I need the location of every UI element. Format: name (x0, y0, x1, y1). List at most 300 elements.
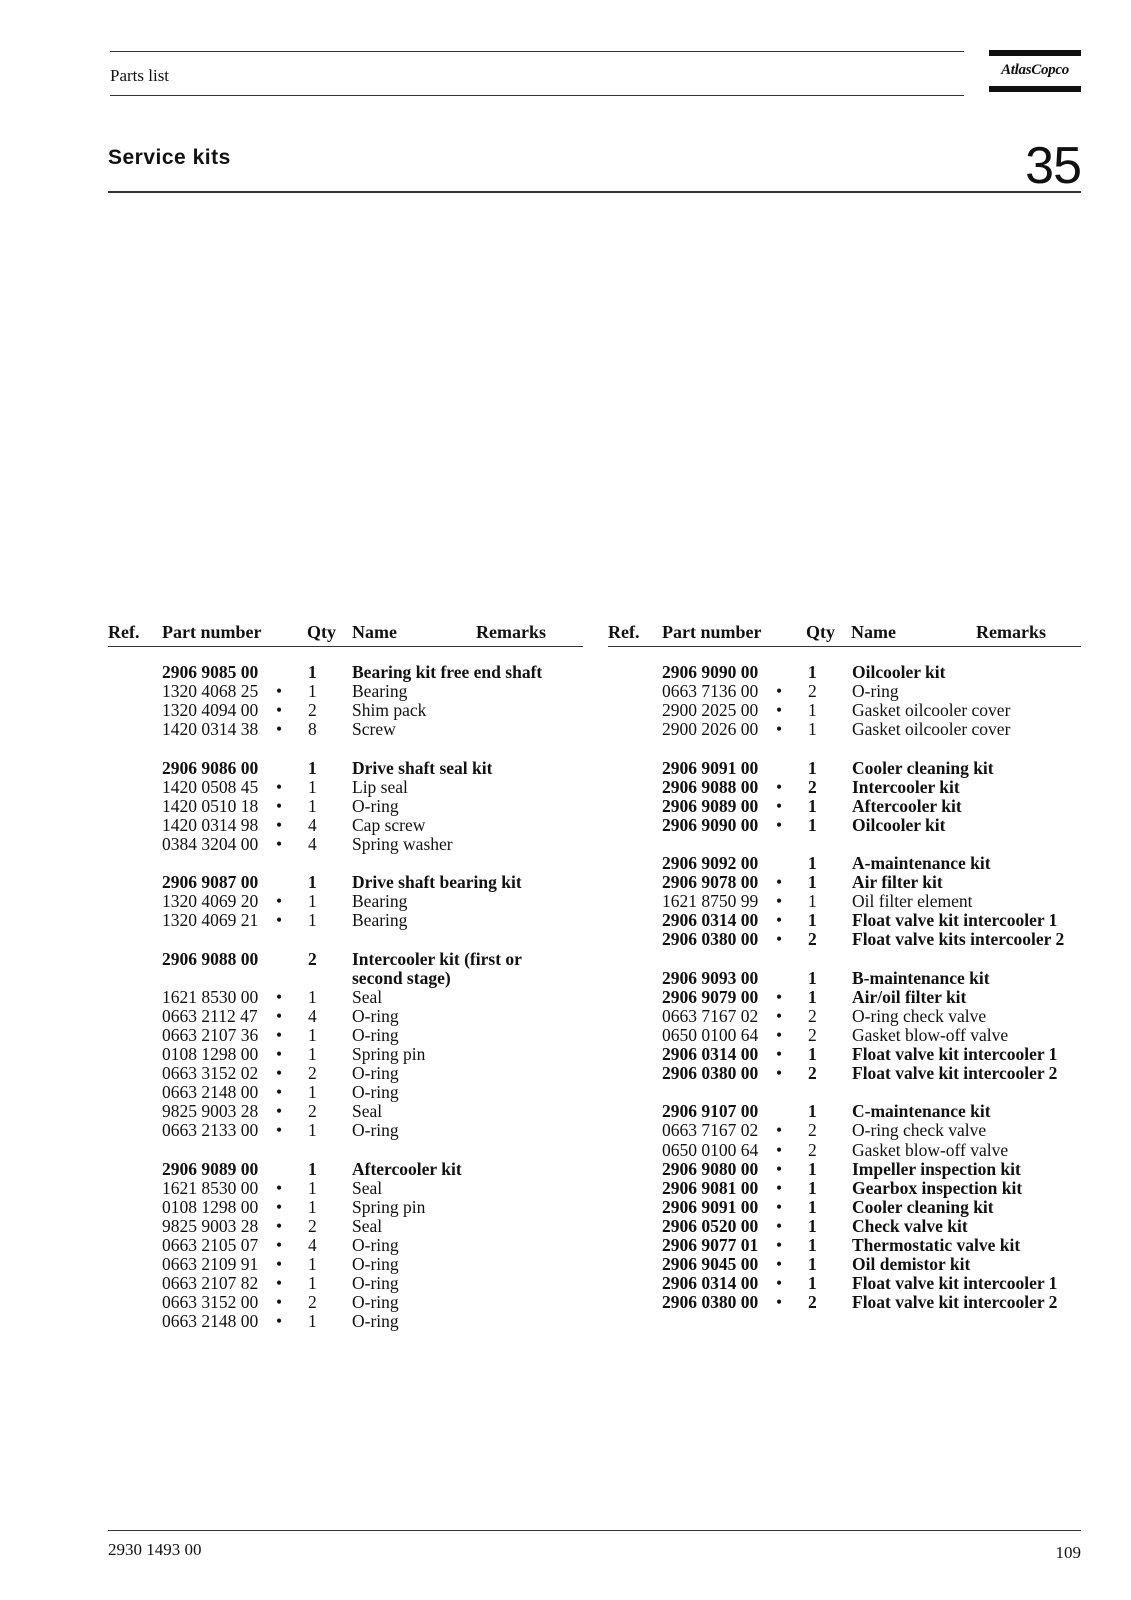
kit-bullet: • (276, 1024, 283, 1045)
quantity: 1 (808, 700, 817, 721)
th-qty: Qty (806, 622, 835, 642)
table-row (608, 873, 1088, 892)
logo-bottom-bar (989, 86, 1081, 92)
part-name: Float valve kit intercooler 1 (852, 1273, 1058, 1294)
table-row (608, 854, 1088, 873)
table-row (108, 1274, 588, 1293)
part-number: 1420 0314 98 (162, 814, 259, 835)
kit-bullet: • (776, 1158, 783, 1179)
kit-bullet: • (776, 1215, 783, 1236)
kit-bullet: • (776, 1063, 783, 1084)
part-name: Check valve kit (852, 1215, 968, 1236)
table-row (608, 1007, 1088, 1026)
kit-bullet: • (776, 1273, 783, 1294)
table-row (108, 1198, 588, 1217)
kit-bullet: • (276, 891, 283, 912)
table-row (608, 1293, 1088, 1312)
table-row (108, 701, 588, 720)
quantity: 2 (308, 1292, 317, 1313)
th-part-number: Part number (662, 622, 762, 642)
part-name: Float valve kit intercooler 2 (852, 1063, 1058, 1084)
kit-bullet: • (276, 1005, 283, 1026)
quantity: 4 (308, 1235, 317, 1255)
part-number: 1420 0508 45 (162, 776, 259, 797)
kit-bullet: • (776, 1177, 783, 1198)
quantity: 2 (308, 1101, 317, 1122)
part-number: 0663 7136 00 (662, 681, 759, 702)
kit-bullet: • (776, 929, 783, 950)
quantity: 1 (808, 814, 817, 835)
kit-bullet: • (276, 1273, 283, 1294)
part-name: O-ring (352, 1292, 399, 1313)
table-row (608, 1045, 1088, 1064)
quantity: 2 (808, 1063, 817, 1084)
quantity: 1 (808, 1273, 817, 1294)
part-number: 2906 0314 00 (662, 1044, 759, 1064)
kit-bullet: • (776, 700, 783, 721)
part-number: 0663 2109 91 (162, 1254, 259, 1275)
part-number: 1420 0510 18 (162, 795, 259, 816)
table-row (108, 778, 588, 797)
part-name: C-maintenance kit (852, 1101, 991, 1122)
part-name: Float valve kit intercooler 1 (852, 1044, 1058, 1064)
table-row (108, 1007, 588, 1026)
part-number: 1320 4094 00 (162, 700, 259, 721)
table-row (108, 1064, 588, 1083)
kit-bullet: • (276, 910, 283, 931)
table-row (608, 988, 1088, 1007)
quantity: 1 (308, 1177, 317, 1198)
quantity: 4 (308, 833, 317, 854)
part-name: Float valve kits intercooler 2 (852, 929, 1065, 950)
kit-bullet: • (776, 814, 783, 835)
kit-bullet: • (776, 681, 783, 702)
quantity: 1 (808, 1158, 817, 1179)
quantity: 4 (308, 814, 317, 835)
kit-bullet: • (776, 1005, 783, 1026)
part-name: Spring washer (352, 833, 453, 854)
kit-bullet: • (276, 1292, 283, 1313)
kit-bullet: • (276, 1044, 283, 1064)
part-number: 1621 8530 00 (162, 986, 259, 1007)
table-row (108, 1121, 588, 1140)
part-number: 2906 9090 00 (662, 814, 759, 835)
part-number: 0650 0100 64 (662, 1024, 759, 1045)
quantity: 2 (308, 1063, 317, 1084)
kit-bullet: • (776, 1196, 783, 1217)
quantity: 2 (308, 948, 317, 969)
quantity: 2 (308, 1215, 317, 1236)
quantity: 1 (808, 853, 817, 873)
table-row (108, 1312, 588, 1331)
part-name: Lip seal (352, 776, 408, 797)
quantity: 1 (308, 872, 317, 893)
part-number: 2906 9045 00 (662, 1254, 759, 1275)
part-name: Screw (352, 719, 396, 740)
part-number: 2906 9091 00 (662, 757, 759, 778)
part-name: Intercooler kit (first or second stage) (352, 948, 522, 988)
quantity: 8 (308, 719, 317, 740)
table-row (108, 1179, 588, 1198)
quantity: 1 (808, 1254, 817, 1275)
part-name: O-ring (352, 1024, 399, 1045)
kit-bullet: • (276, 1063, 283, 1084)
kit-bullet: • (776, 1139, 783, 1160)
part-name: Aftercooler kit (352, 1158, 462, 1179)
part-number: 2906 0520 00 (662, 1215, 759, 1236)
table-row (108, 892, 588, 911)
part-number: 2906 9087 00 (162, 872, 259, 893)
part-name: Spring pin (352, 1044, 426, 1064)
header-label: Parts list (110, 66, 170, 85)
part-name: O-ring check valve (852, 1120, 987, 1141)
kit-bullet: • (276, 681, 283, 702)
part-name: Bearing (352, 681, 408, 702)
part-number: 0663 3152 02 (162, 1063, 259, 1084)
table-row (608, 1236, 1088, 1255)
quantity: 1 (308, 1273, 317, 1294)
quantity: 2 (808, 1120, 817, 1141)
part-number: 2906 9088 00 (662, 776, 759, 797)
part-number: 2906 9089 00 (662, 795, 759, 816)
quantity: 1 (308, 776, 317, 797)
quantity: 1 (308, 681, 317, 702)
table-row (608, 701, 1088, 720)
part-number: 9825 9003 28 (162, 1215, 259, 1236)
part-name: Bearing (352, 891, 408, 912)
part-name: B-maintenance kit (852, 967, 990, 988)
part-name: O-ring (352, 1082, 399, 1103)
table-row (108, 988, 588, 1007)
part-number: 2906 0314 00 (662, 1273, 759, 1294)
th-ref: Ref. (108, 622, 140, 642)
part-name: Gearbox inspection kit (852, 1177, 1023, 1198)
quantity: 1 (808, 1215, 817, 1236)
quantity: 1 (308, 1120, 317, 1141)
table-row (608, 1102, 1088, 1121)
kit-bullet: • (276, 986, 283, 1007)
part-number: 2906 9078 00 (662, 872, 759, 893)
table-row (108, 873, 588, 892)
section-number: 35 (1025, 137, 1081, 195)
part-name: Gasket oilcooler cover (852, 700, 1011, 721)
part-name: Gasket oilcooler cover (852, 719, 1011, 740)
part-name: Seal (352, 1101, 383, 1122)
quantity: 4 (308, 1005, 317, 1026)
table-row (608, 1274, 1088, 1293)
table-row (108, 835, 588, 854)
part-number: 0663 7167 02 (662, 1005, 759, 1026)
part-name: O-ring (352, 1254, 399, 1275)
table-row (608, 911, 1088, 930)
quantity: 1 (308, 757, 317, 778)
part-name: Cooler cleaning kit (852, 757, 994, 778)
part-name: Oil demistor kit (852, 1254, 971, 1275)
part-number: 2906 9092 00 (662, 853, 759, 873)
kit-bullet: • (276, 719, 283, 740)
table-row (608, 930, 1088, 949)
quantity: 2 (808, 776, 817, 797)
quantity: 1 (808, 719, 817, 740)
part-name: Gasket blow-off valve (852, 1024, 1009, 1045)
atlas-copco-logo (989, 50, 1081, 94)
quantity: 1 (308, 1044, 317, 1064)
quantity: 1 (808, 795, 817, 816)
part-name: Air filter kit (852, 872, 943, 893)
table-row (608, 663, 1088, 682)
part-name: O-ring (352, 1005, 399, 1026)
part-name: Impeller inspection kit (852, 1158, 1021, 1179)
quantity: 1 (308, 1082, 317, 1103)
th-ref: Ref. (608, 622, 640, 642)
quantity: 1 (308, 1158, 317, 1179)
part-number: 2906 9086 00 (162, 757, 259, 778)
table-row (608, 816, 1088, 835)
table-row (108, 1102, 588, 1121)
part-number: 2906 9077 01 (662, 1235, 759, 1255)
quantity: 1 (308, 1196, 317, 1217)
kit-bullet: • (276, 1101, 283, 1122)
table-row (108, 950, 588, 988)
kit-bullet: • (276, 1311, 283, 1332)
table-row (108, 1160, 588, 1179)
quantity: 1 (808, 757, 817, 778)
part-number: 2906 9089 00 (162, 1158, 259, 1179)
table-row (608, 1217, 1088, 1236)
table-row (108, 1045, 588, 1064)
quantity: 1 (808, 1177, 817, 1198)
th-part-number: Part number (162, 622, 262, 642)
table-row (608, 969, 1088, 988)
table-row (608, 720, 1088, 739)
quantity: 2 (808, 1139, 817, 1160)
th-qty: Qty (307, 622, 336, 642)
part-name: Shim pack (352, 700, 427, 721)
part-name: Bearing (352, 910, 408, 931)
part-name: O-ring (352, 1273, 399, 1294)
footer-page-number: 109 (1055, 1543, 1081, 1562)
part-name: O-ring (352, 1063, 399, 1084)
part-number: 1320 4069 21 (162, 910, 259, 931)
kit-bullet: • (276, 1196, 283, 1217)
quantity: 1 (808, 986, 817, 1007)
quantity: 1 (808, 872, 817, 893)
part-number: 2906 9081 00 (662, 1177, 759, 1198)
part-number: 0663 3152 00 (162, 1292, 259, 1313)
part-name: O-ring check valve (852, 1005, 987, 1026)
part-name: Oilcooler kit (852, 814, 946, 835)
quantity: 2 (808, 1024, 817, 1045)
kit-bullet: • (776, 1235, 783, 1255)
part-name: Cap screw (352, 814, 426, 835)
kit-bullet: • (276, 1082, 283, 1103)
kit-bullet: • (276, 1177, 283, 1198)
part-name: Cooler cleaning kit (852, 1196, 994, 1217)
table-row (608, 778, 1088, 797)
quantity: 2 (808, 1005, 817, 1026)
part-name: Air/oil filter kit (852, 986, 967, 1007)
part-number: 0384 3204 00 (162, 833, 259, 854)
section-rule (108, 191, 1081, 193)
part-name: Oil filter element (852, 891, 973, 912)
table-row (108, 911, 588, 930)
part-name: Spring pin (352, 1196, 426, 1217)
part-number: 2900 2025 00 (662, 700, 759, 721)
table-row (108, 816, 588, 835)
part-name: Thermostatic valve kit (852, 1235, 1021, 1255)
quantity: 1 (308, 1254, 317, 1275)
table-row (108, 720, 588, 739)
part-number: 2906 9079 00 (662, 986, 759, 1007)
quantity: 1 (808, 967, 817, 988)
part-name: Drive shaft seal kit (352, 757, 493, 778)
part-name: Aftercooler kit (852, 795, 962, 816)
kit-bullet: • (276, 814, 283, 835)
kit-bullet: • (276, 1235, 283, 1255)
part-name: O-ring (352, 795, 399, 816)
quantity: 1 (308, 1311, 317, 1332)
quantity: 2 (808, 929, 817, 950)
kit-bullet: • (776, 891, 783, 912)
table-row (608, 892, 1088, 911)
quantity: 1 (308, 795, 317, 816)
part-name: Bearing kit free end shaft (352, 662, 543, 682)
table-row (108, 1217, 588, 1236)
table-row (108, 682, 588, 701)
quantity: 2 (808, 681, 817, 702)
quantity: 1 (808, 1101, 817, 1122)
quantity: 1 (808, 1235, 817, 1255)
logo-text: AtlasCopco (1001, 62, 1069, 78)
quantity: 1 (808, 662, 817, 682)
table-row (608, 1064, 1088, 1083)
kit-bullet: • (276, 700, 283, 721)
part-number: 0663 2148 00 (162, 1311, 259, 1332)
quantity: 2 (308, 700, 317, 721)
table-row (108, 1236, 588, 1255)
part-number: 2906 9091 00 (662, 1196, 759, 1217)
table-row (608, 682, 1088, 701)
part-number: 0663 2107 36 (162, 1024, 259, 1045)
part-number: 0663 2148 00 (162, 1082, 259, 1103)
part-number: 2906 9107 00 (662, 1101, 759, 1122)
table-row (608, 1141, 1088, 1160)
table-row (608, 1198, 1088, 1217)
quantity: 1 (808, 1196, 817, 1217)
part-name: O-ring (852, 681, 899, 702)
kit-bullet: • (776, 1120, 783, 1141)
kit-bullet: • (276, 776, 283, 797)
part-number: 0663 2112 47 (162, 1005, 258, 1026)
part-name: Seal (352, 1177, 383, 1198)
table-row (108, 1083, 588, 1102)
part-number: 0663 2107 82 (162, 1273, 259, 1294)
kit-bullet: • (776, 795, 783, 816)
part-number: 0108 1298 00 (162, 1196, 259, 1217)
table-row (108, 1255, 588, 1274)
table-row (608, 759, 1088, 778)
part-name: Float valve kit intercooler 2 (852, 1292, 1058, 1313)
part-number: 1320 4068 25 (162, 681, 259, 702)
part-number: 1621 8750 99 (662, 891, 759, 912)
table-row (608, 1121, 1088, 1140)
footer-rule (108, 1530, 1081, 1531)
part-number: 2906 9093 00 (662, 967, 759, 988)
table-row (608, 1160, 1088, 1179)
part-name: Seal (352, 986, 383, 1007)
table-row (108, 759, 588, 778)
kit-bullet: • (276, 795, 283, 816)
part-name: O-ring (352, 1120, 399, 1141)
part-name: Seal (352, 1215, 383, 1236)
part-number: 1320 4069 20 (162, 891, 259, 912)
quantity: 2 (808, 1292, 817, 1313)
table-row (108, 663, 588, 682)
quantity: 1 (808, 1044, 817, 1064)
kit-bullet: • (276, 1254, 283, 1275)
kit-bullet: • (276, 1215, 283, 1236)
part-number: 2906 9090 00 (662, 662, 759, 682)
quantity: 1 (308, 891, 317, 912)
part-name: Float valve kit intercooler 1 (852, 910, 1058, 931)
part-number: 2906 0380 00 (662, 1063, 759, 1084)
th-remarks: Remarks (976, 622, 1046, 642)
kit-bullet: • (276, 1120, 283, 1141)
table-row (608, 797, 1088, 816)
table-row (608, 1179, 1088, 1198)
table-row (108, 1293, 588, 1312)
part-name: Oilcooler kit (852, 662, 946, 682)
quantity: 1 (808, 910, 817, 931)
header-bottom-rule (110, 95, 964, 96)
left-header-rule (108, 646, 583, 647)
th-name: Name (851, 622, 896, 642)
part-number: 0663 2105 07 (162, 1235, 259, 1255)
kit-bullet: • (776, 1024, 783, 1045)
part-number: 0663 2133 00 (162, 1120, 259, 1141)
part-number: 0650 0100 64 (662, 1139, 759, 1160)
quantity: 1 (308, 986, 317, 1007)
part-number: 0663 7167 02 (662, 1120, 759, 1141)
part-name: Intercooler kit (852, 776, 960, 797)
quantity: 1 (308, 662, 317, 682)
table-row (608, 1026, 1088, 1045)
part-number: 2906 0314 00 (662, 910, 759, 931)
logo-top-bar (989, 50, 1081, 56)
kit-bullet: • (776, 719, 783, 740)
part-number: 2906 0380 00 (662, 929, 759, 950)
header-top-rule (110, 51, 964, 52)
quantity: 1 (308, 1024, 317, 1045)
table-row (108, 797, 588, 816)
part-number: 1420 0314 38 (162, 719, 259, 740)
right-header-rule (608, 646, 1081, 647)
footer-document-number: 2930 1493 00 (108, 1540, 202, 1559)
part-number: 1621 8530 00 (162, 1177, 259, 1198)
kit-bullet: • (776, 1254, 783, 1275)
quantity: 1 (808, 891, 817, 912)
table-row (608, 1255, 1088, 1274)
part-name: O-ring (352, 1235, 399, 1255)
part-number: 0108 1298 00 (162, 1044, 259, 1064)
kit-bullet: • (776, 986, 783, 1007)
kit-bullet: • (776, 1292, 783, 1313)
part-number: 2906 0380 00 (662, 1292, 759, 1313)
kit-bullet: • (776, 776, 783, 797)
part-number: 2906 9080 00 (662, 1158, 759, 1179)
part-name: Drive shaft bearing kit (352, 872, 522, 893)
th-name: Name (352, 622, 397, 642)
